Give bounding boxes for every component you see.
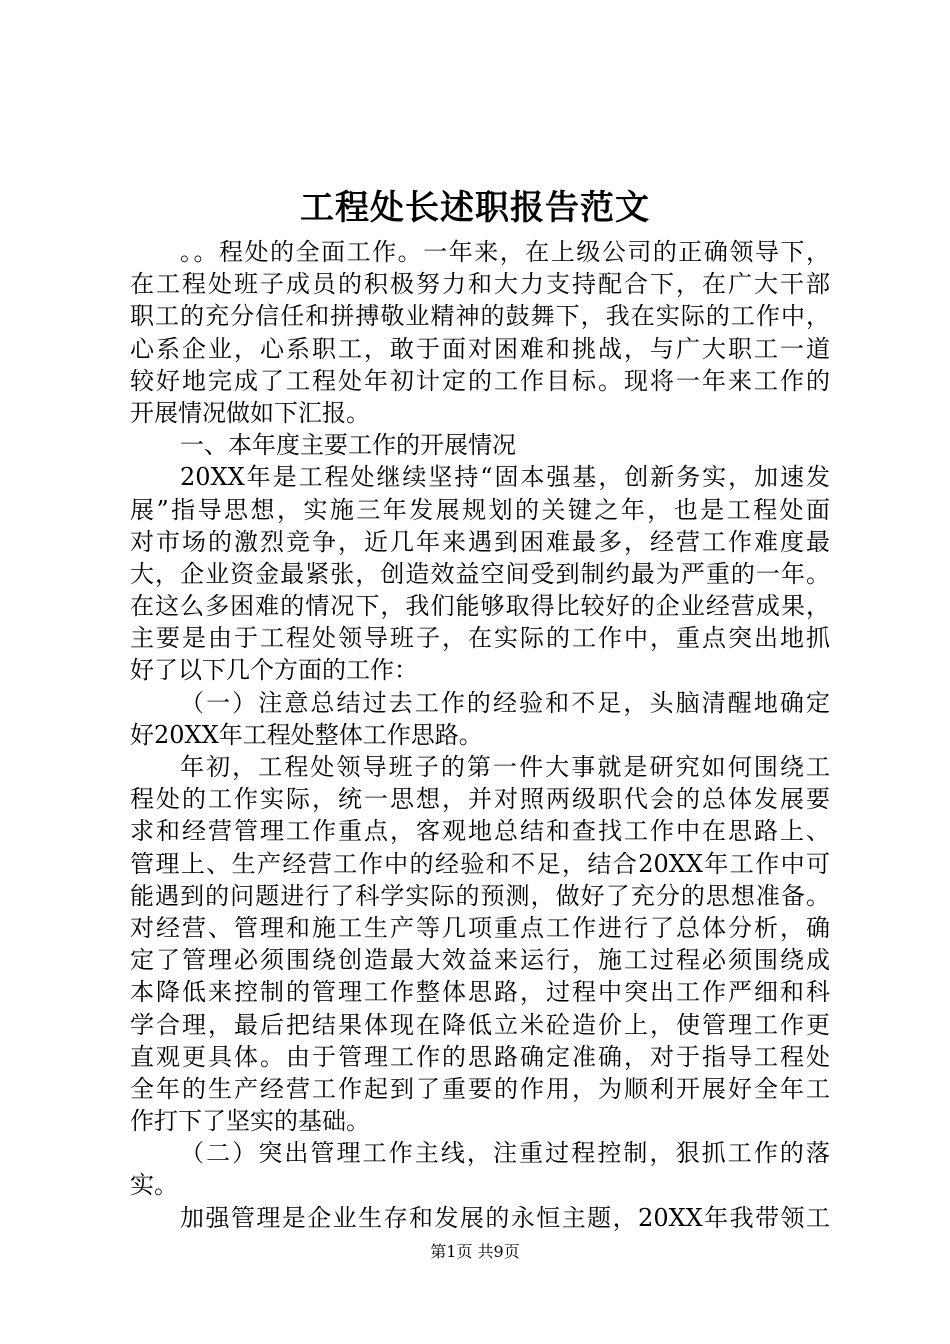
body-line: （一）注意总结过去工作的经验和不足，头脑清醒地确定 — [180, 688, 830, 717]
body-line: 实。 — [130, 1171, 178, 1200]
body-line: 管理上、生产经营工作中的经验和不足，结合20XX年工作中可 — [130, 849, 830, 878]
body-line: 作打下了坚实的基础。 — [130, 1107, 370, 1136]
page-title: 工程处长述职报告范文 — [300, 188, 650, 228]
document-body — [130, 236, 830, 1234]
body-line: 开展情况做如下汇报。 — [130, 398, 370, 427]
body-line: 学合理，最后把结果体现在降低立米砼造价上，使管理工作更 — [130, 1010, 830, 1039]
body-line: 对经营、管理和施工生产等几项重点工作进行了总体分析，确 — [130, 913, 830, 942]
page-footer: 第1页 共9页 — [430, 1242, 520, 1261]
body-line: 年初，工程处领导班子的第一件大事就是研究如何围绕工 — [180, 753, 830, 781]
body-line: 本降低来控制的管理工作整体思路，过程中突出工作严细和科 — [130, 978, 830, 1007]
body-line: 好20XX年工程处整体工作思路。 — [130, 720, 483, 749]
body-line: 一、本年度主要工作的开展情况 — [180, 431, 516, 460]
body-line: 好了以下几个方面的工作： — [130, 656, 418, 685]
body-line: 展”指导思想，实施三年发展规划的关键之年，也是工程处面 — [130, 495, 830, 524]
body-line: 在这么多困难的情况下，我们能够取得比较好的企业经营成果， — [130, 592, 830, 621]
body-line: 大，企业资金最紧张，创造效益空间受到制约最为严重的一年。 — [130, 559, 830, 588]
body-line: 全年的生产经营工作起到了重要的作用，为顺利开展好全年工 — [130, 1074, 830, 1103]
body-line: 较好地完成了工程处年初计定的工作目标。现将一年来工作的 — [130, 366, 830, 395]
body-line: 心系企业，心系职工，敢于面对困难和挑战，与广大职工一道 — [130, 334, 830, 363]
body-line: 在工程处班子成员的积极努力和大力支持配合下，在广大干部 — [130, 270, 830, 299]
body-line: 主要是由于工程处领导班子，在实际的工作中，重点突出地抓 — [130, 624, 830, 653]
body-line: 职工的充分信任和拼搏敬业精神的鼓舞下，我在实际的工作中， — [130, 302, 830, 331]
body-line: 求和经营管理工作重点，客观地总结和查找工作中在思路上、 — [130, 817, 830, 846]
body-line: 能遇到的问题进行了科学实际的预测，做好了充分的思想准备。 — [130, 881, 830, 910]
body-line: 。。程处的全面工作。一年来，在上级公司的正确领导下， — [180, 238, 830, 266]
body-line: 对市场的激烈竞争，近几年来遇到困难最多，经营工作难度最 — [130, 527, 830, 556]
body-line: （二）突出管理工作主线，注重过程控制，狠抓工作的落 — [180, 1139, 830, 1168]
body-line: 直观更具体。由于管理工作的思路确定准确，对于指导工程处 — [130, 1042, 830, 1071]
body-line: 20XX年是工程处继续坚持“固本强基，创新务实，加速发 — [180, 463, 830, 492]
body-line: 加强管理是企业生存和发展的永恒主题，20XX年我带领工 — [180, 1203, 830, 1232]
body-line: 定了管理必须围绕创造最大效益来运行，施工过程必须围绕成 — [130, 946, 830, 975]
body-line: 程处的工作实际，统一思想，并对照两级职代会的总体发展要 — [130, 785, 830, 814]
